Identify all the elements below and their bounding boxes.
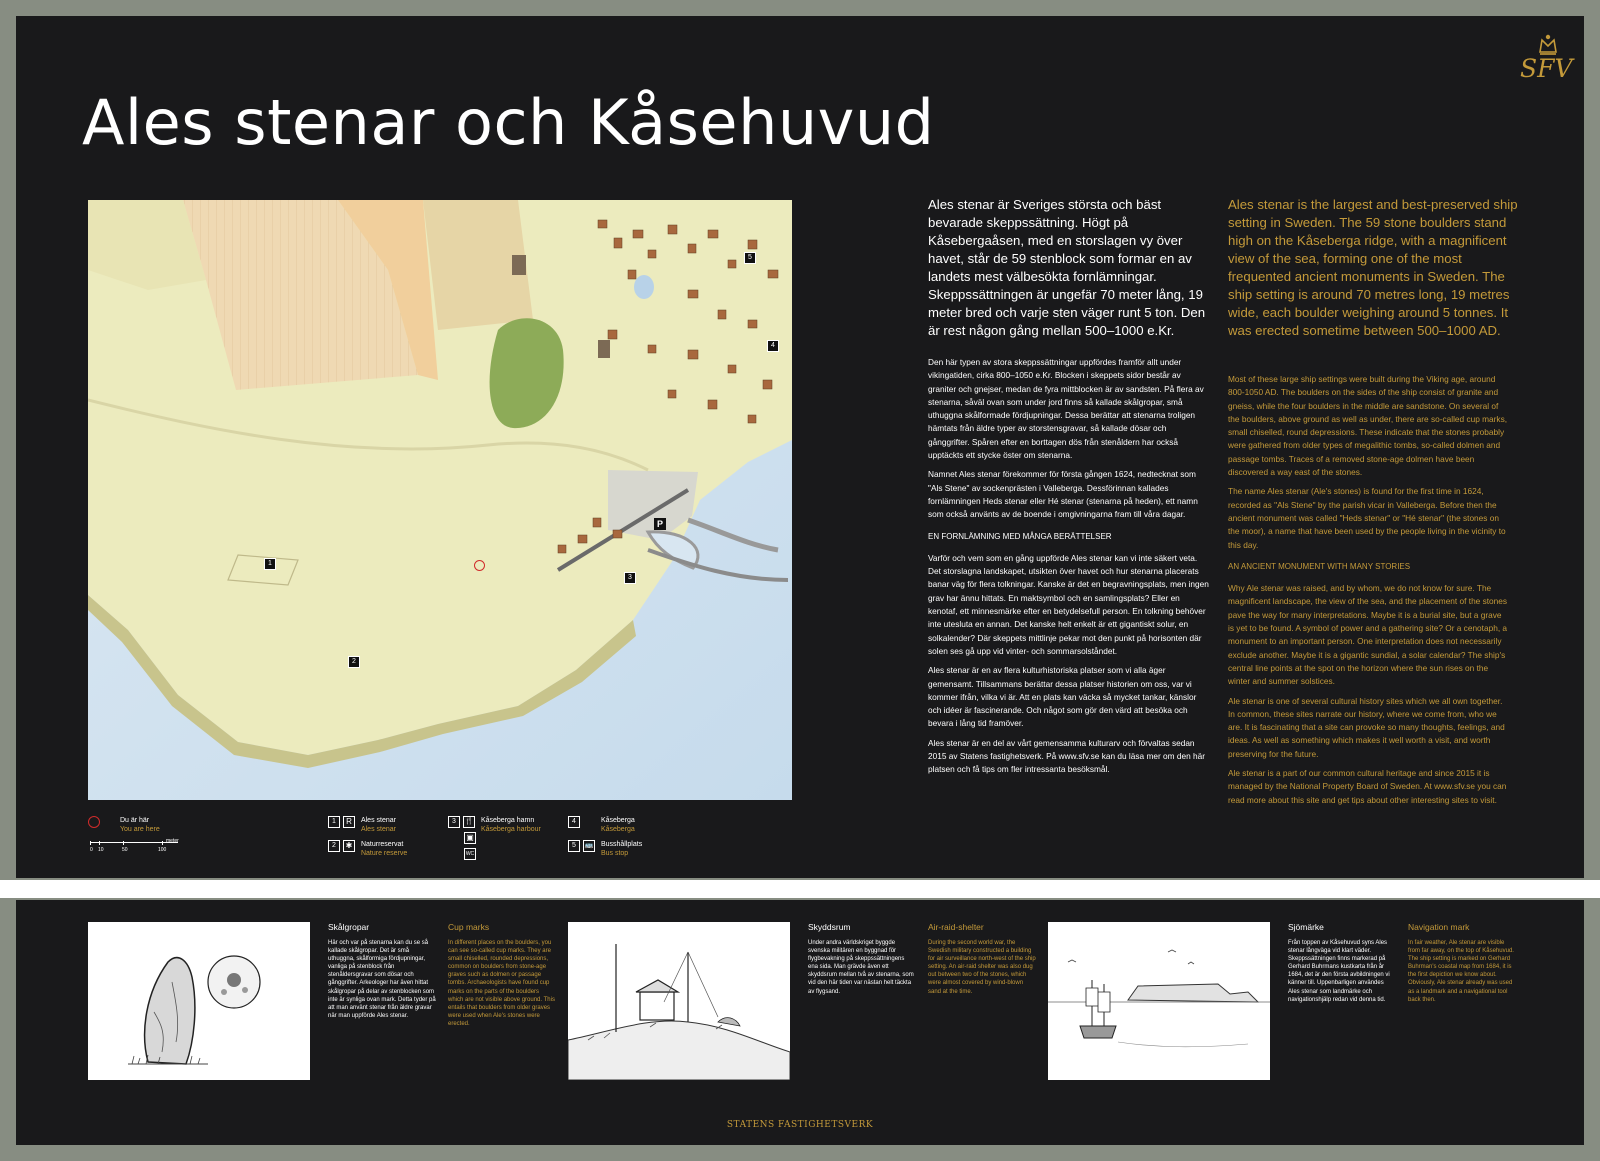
cup-marks-en bbox=[448, 922, 556, 1028]
nature-reserve-icon: ✱ bbox=[343, 840, 355, 852]
map-marker-5[interactable]: 5 bbox=[744, 252, 759, 270]
info-title: Skålgropar bbox=[328, 922, 370, 932]
divider-band bbox=[0, 880, 1600, 898]
map-marker-1[interactable]: 1 bbox=[264, 558, 279, 576]
map-marker-4[interactable]: 4 bbox=[767, 340, 782, 358]
info-text: In fair weather, Ale stenar are visible from far away, on the top of Kåsehuvud. The ship setting is marked on Gerhard Buhrman's coastal map from 1684, it is the first depiction we know about. Obviously, Ale stenar already was used as a landmark and a navigational tool back then. bbox=[1408, 940, 1514, 1003]
restaurant-icon: 🍴 bbox=[463, 816, 475, 828]
runestone-icon: R bbox=[343, 816, 355, 828]
swedish-paragraph-2: Namnet Ales stenar förekommer för första gången 1624, nedtecknat som "Als Stene" av sockenprästen i Valleberga. Dessförinnan kallades fornlämningen Heds stenar eller Hé stenar (stenarna på heden), ett namn som också använts av de boende i omgivningarna fram till våra dagar. bbox=[928, 469, 1198, 520]
legend-item-shop bbox=[464, 832, 480, 844]
air-raid-shelter-en bbox=[928, 922, 1036, 996]
info-title: Navigation mark bbox=[1408, 922, 1470, 932]
english-paragraph-1: Most of these large ship settings were built during the Viking age, around 800-1050 AD. The boulders on the sides of the ship consist of granite and gneiss, while the four boulders in the middle are sandstone. On several of the boulders, above ground as well as under, there are so-called cup marks, small chiselled, round depressions. These indicate that the stones probably were gathered from older types of megalithic tombs, so-called dolmen and passage tombs. Traces of a removed stone-age dolmen have been discovered a way east of the stones. bbox=[1228, 374, 1508, 478]
navigation-mark-sv bbox=[1288, 922, 1396, 1004]
info-title: Air-raid-shelter bbox=[928, 922, 984, 932]
you-are-here-icon bbox=[88, 816, 100, 828]
navigation-mark-en bbox=[1408, 922, 1516, 1004]
english-paragraph-2: The name Ales stenar (Ale's stones) is found for the first time in 1624, recorded as "Als Stene" by the parish vicar in Valleberga. Before then the ancient monument was called "Heds stenar" or "Hé stenar" (the stones on the moor), a name that have been used by the people living in the vicinity to this day. bbox=[1228, 486, 1506, 550]
info-text: In different places on the boulders, you can see so-called cup marks. They are small chiselled, rounded depressions, common on boulders from stone-age graves such as dolmen or passage tombs. Archaeologists have found cup marks on the parts of the boulders which are not visible above ground. This entails that boulders from older graves were used when Ale's stones were erected. bbox=[448, 940, 555, 1027]
info-title: Cup marks bbox=[448, 922, 490, 932]
map-marker-2[interactable]: 2 bbox=[348, 656, 363, 674]
legend-item-harbour: 3 🍴 Kåseberga hamn Kåseberga harbour bbox=[448, 816, 541, 834]
sfv-logo: SFV bbox=[1520, 54, 1573, 83]
you-are-here-marker bbox=[474, 560, 485, 571]
parking-icon[interactable]: P bbox=[654, 518, 666, 530]
legend-item-kaseberga: 4 Kåseberga Kåseberga bbox=[568, 816, 635, 834]
site-map bbox=[88, 200, 792, 800]
navigation-mark-illustration bbox=[1048, 922, 1270, 1080]
swedish-paragraph-1: Den här typen av stora skeppssättningar uppfördes framför allt under vikingatiden, cirka 800–1050 e.Kr. Blocken i skeppets sidor består av graniter och gnejser, medan de fyra mittblocken är av sandsten. På flera av stenarna, såväl ovan som under jord finns så kallade skålgropar, små uthuggna skålformade fördjupningar. Dessa berättar att stenarna troligen hämtats från äldre typer av storstensgravar, så kallade dösar och gånggrifter. Spåren efter en borttagen dös från stenåldern har också upptäckts ett stycke öster om stenarna. bbox=[928, 357, 1204, 461]
info-title: Skyddsrum bbox=[808, 922, 851, 932]
swedish-subheading: EN FORNLÄMNING MED MÅNGA BERÄTTELSER bbox=[928, 531, 1112, 541]
legend-item-ales-stenar: 1 R Ales stenar Ales stenar bbox=[328, 816, 396, 834]
info-text: Här och var på stenarna kan du se så kallade skålgropar. Det är små uthuggna, skålformiga fördjupningar, vanliga på stenblock från stenåldersgravar som dösar och gånggrifter. Arkeologer har även hittat skålgropar på delar av stenblocken som inte är synliga ovan mark. Detta tyder på att man använt stenar från äldre gravar när man uppförde Ales stenar. bbox=[328, 940, 436, 1019]
english-subheading: AN ANCIENT MONUMENT WITH MANY STORIES bbox=[1228, 561, 1411, 571]
shop-icon: ▣ bbox=[464, 832, 476, 844]
english-paragraph-4: Ale stenar is one of several cultural history sites which we all own together. In common, these sites narrate our history, where we come from, who we are. It is fascinating that a site can provoke so many thoughts, feelings, and ideas. As well as something which makes it well worth a visit, and worth preserving for the future. bbox=[1228, 695, 1505, 759]
swedish-paragraph-5: Ales stenar är en del av vårt gemensamma kulturarv och förvaltas sedan 2015 av Statens fastighetsverk. På www.sfv.se kan du läsa mer om den här platsen och få tips om fler intressanta besöksmål. bbox=[928, 737, 1206, 775]
cup-marks-sv bbox=[328, 922, 436, 1020]
english-paragraph-3: Why Ale stenar was raised, and by whom, we do not know for sure. The magnificent landscape, the view of the sea, and the placement of the stones pave the way for many interpretations. Maybe it is a burial site, but a grave is yet to be found. A symbol of power and a gathering site? Or a cenotaph, a monument to an important person. One interpretation does not necessarily exclude another. Maybe it is a gigantic sundial, a solar calendar? The ship's central line points at the spot on the horizon where the sun rises on the winter and summer solstices. bbox=[1228, 583, 1508, 687]
legend-item-nature-reserve: 2 ✱ Naturreservat Nature reserve bbox=[328, 840, 407, 858]
footer-publisher: STATENS FASTIGHETSVERK bbox=[726, 1120, 874, 1130]
bus-icon: 🚌 bbox=[583, 840, 595, 852]
english-body bbox=[1228, 373, 1508, 813]
english-lead: Ales stenar is the largest and best-preserved ship setting in Sweden. The 59 stone boulders stand high on the Kåseberga ridge, with a magnificent view of the sea, forming one of the most frequented ancient monuments in Sweden. The ship setting is around 70 metres long, 19 metres wide, each boulder weighing around 5 tonnes. It was erected sometime between 500–1000 AD. bbox=[1228, 197, 1518, 338]
map-marker-3[interactable]: 3 bbox=[624, 572, 639, 590]
air-raid-shelter-sv bbox=[808, 922, 916, 996]
swedish-lead: Ales stenar är Sveriges största och bäst bevarade skeppssättning. Högt på Kåsebergaåsen, med en storslagen vy över havet, står de 59 stenblock som formar en av landets mest välbesökta fornlämningar. Skeppssättningen är ungefär 70 meter lång, 19 meter bred och varje sten väger runt 5 ton. Den är rest någon gång mellan 500–1000 e.Kr. bbox=[928, 197, 1206, 338]
legend-item-wc bbox=[464, 848, 480, 860]
wc-icon: WC bbox=[464, 848, 476, 860]
info-text: During the second world war, the Swedish military constructed a building for air surveillance north-west of the ship setting. An air-raid shelter was also dug out between two of the stones, which were almost covered by wind-blown sand at the time. bbox=[928, 940, 1036, 995]
info-title: Sjömärke bbox=[1288, 922, 1324, 932]
english-paragraph-5: Ale stenar is a part of our common cultural heritage and since 2015 it is managed by the National Property Board of Sweden. At www.sfv.se you can read more about this site and get tips about other interesting sites to visit. bbox=[1228, 768, 1507, 805]
info-text: Från toppen av Kåsehuvud syns Ales stenar långväga vid klart väder. Skeppssättningen finns markerad på Gerhard Buhrmans kustkarta från år 1684, det är den första avbildningen vi känner till. Uppenbarligen användes Ales stenar som landmärke och navigationshjälp redan vid denna tid. bbox=[1288, 940, 1390, 1003]
air-raid-shelter-illustration bbox=[568, 922, 790, 1080]
info-text: Under andra världskriget byggde svenska militären en byggnad för flygbevakning på skeppssättningens ena sida. Man grävde även ett skyddsrum mellan två av stenarna, som vid den här tiden var nästan helt täckta av flygsand. bbox=[808, 940, 914, 995]
cup-marks-illustration bbox=[88, 922, 310, 1080]
legend-item-bus-stop: 5 🚌 Busshållplats Bus stop bbox=[568, 840, 642, 858]
page-title: Ales stenar och Kåsehuvud bbox=[82, 86, 935, 159]
swedish-body bbox=[928, 356, 1210, 783]
scale-bar: 0 10 50 100 meter bbox=[90, 838, 179, 853]
swedish-paragraph-4: Ales stenar är en av flera kulturhistoriska platser som vi alla äger gemensamt. Tillsammans berättar dessa platser historien om oss, var vi kommer ifrån, vilka vi är. Att en plats kan väcka så mycket tankar, känslor och idéer är fascinerande. Och något som gör den värd att besöka och bevara i lång tid framöver. bbox=[928, 665, 1197, 729]
swedish-paragraph-3: Varför och vem som en gång uppförde Ales stenar kan vi inte säkert veta. Det storslagna landskapet, utsikten över havet och hur stenarna placerats banar väg för flera tolkningar. Kanske är det en begravningsplats, men ingen grav har ännu hittats. En maktsymbol och en samlingsplats? Eller en kenotaf, ett minnesmärke efter en betydelsefull person. En tolkning behöver inte utesluta en annan. Det kanske helt enkelt är ett gigantiskt solur, en solkalender? Där skeppets mittlinje pekar mot den punkt på horisonten där solen ses gå upp vid vinter- och sommarsolståndet. bbox=[928, 552, 1209, 656]
